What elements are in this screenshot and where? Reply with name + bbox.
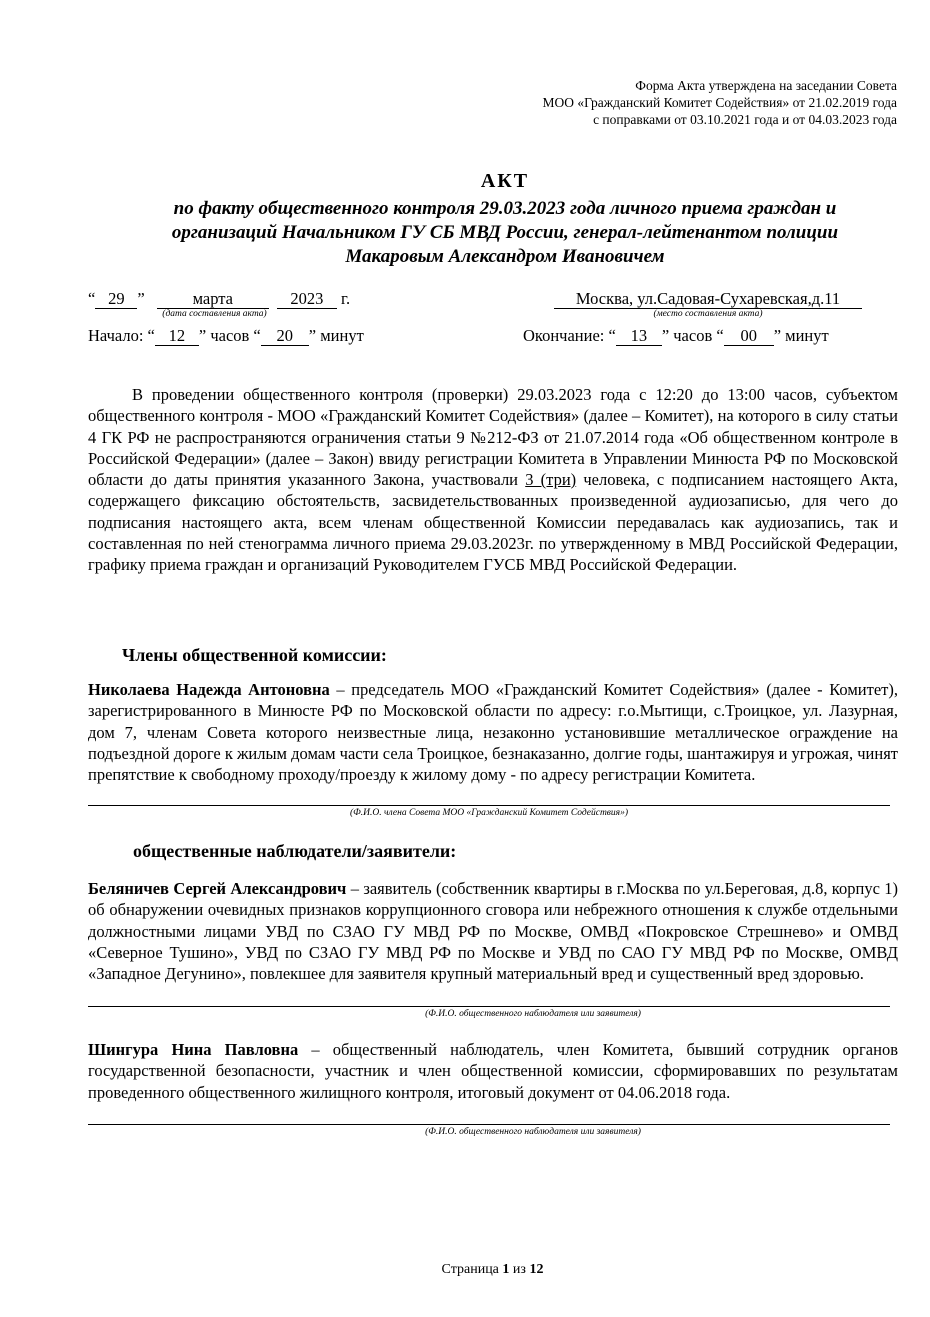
- act-place-caption: (место составления акта): [653, 309, 763, 319]
- member-1-name: Николаева Надежда Антоновна: [88, 680, 330, 699]
- observer-1: [88, 878, 898, 984]
- end-time-minutes: 00: [724, 327, 774, 346]
- start-time-minutes-label: ” минут: [308, 326, 364, 345]
- start-time-row: [88, 326, 364, 346]
- commission-member-1: [88, 679, 898, 785]
- participant-count: 3 (три): [525, 470, 577, 490]
- act-date-year: 2023: [277, 290, 337, 309]
- observer-1-signature-line: [88, 1006, 890, 1007]
- intro-text-part1: В проведении общественного контроля (проверки) 29.03.2023 года с 12:20 до 13:00 часов, субъектом общественного контроля - МОО «Гражданский Комитет Содействия» (далее – Комитет), на которого в силу статьи 4 ГК РФ не распространяются ограничения статьи 9 №212-ФЗ от 21.07.2014 года «Об общественном контроле в Российской Федерации» (далее – Закон) ввиду регистрации Комитета в Управлении Минюста РФ по Московской области до даты принятия указанного Закона, участвовали: [88, 385, 898, 490]
- observers-heading: общественные наблюдатели/заявители:: [133, 841, 457, 861]
- page-number: [0, 1262, 930, 1278]
- observer-2-signature-line: [88, 1124, 890, 1125]
- observer-2: [88, 1039, 898, 1103]
- commission-heading: Члены общественной комиссии:: [122, 645, 387, 665]
- total-pages: 12: [529, 1262, 544, 1277]
- act-date-row: [88, 289, 350, 309]
- end-time-minutes-label: ” минут: [773, 326, 829, 345]
- act-place-value: Москва, ул.Садовая-Сухаревская,д.11: [554, 290, 862, 309]
- subtitle-line-1: по факту общественного контроля 29.03.2023 года личного приема граждан и: [173, 198, 837, 219]
- approval-line-1: Форма Акта утверждена на заседании Совета: [635, 78, 897, 93]
- act-date-day: 29: [95, 290, 137, 309]
- start-time-label: Начало: “: [88, 326, 155, 345]
- observer-1-caption: (Ф.И.О. общественного наблюдателя или заявителя): [425, 1009, 641, 1019]
- act-date-year-suffix: г.: [341, 289, 351, 308]
- subtitle-line-2: организаций Начальником ГУ СБ МВД России, генерал-лейтенантом полиции: [171, 222, 839, 243]
- subtitle-line-3: Макаровым Александром Ивановичем: [345, 246, 665, 267]
- observer-2-caption: (Ф.И.О. общественного наблюдателя или заявителя): [425, 1127, 641, 1137]
- start-time-minutes: 20: [261, 327, 309, 346]
- end-time-hours: 13: [616, 327, 662, 346]
- intro-text-part2: человека, с подписанием настоящего Акта, содержащего фиксацию обстоятельств, засвидетельствованных произведенной аудиозаписью, для чего до подписания настоящего акта, всем членам общественной Комиссии передавалась как аудиозапись, так и составленная по ней стенограмма личного приема 29.03.2023г. по утвержденному в МВД Российской Федерации, графику приема граждан и организаций Руководителем ГУСБ МВД Российской Федерации.: [88, 470, 898, 575]
- current-page: 1: [502, 1262, 510, 1277]
- observer-2-description: – общественный наблюдатель, член Комитета, бывший сотрудник органов государственной безопасности, участник и член общественной комиссии, сформировавших по результатам проведенного общественного жилищного контроля, итоговый документ от 04.06.2018 года.: [88, 1040, 898, 1102]
- date-open-quote: “: [88, 289, 96, 308]
- form-approval-note: [377, 77, 897, 128]
- observer-2-name: Шингура Нина Павловна: [88, 1040, 299, 1059]
- approval-line-3: с поправками от 03.10.2021 года и от 04.03.2023 года: [593, 112, 897, 127]
- act-place-row: [554, 289, 862, 309]
- member-1-signature-line: [88, 805, 890, 806]
- member-1-description: – председатель МОО «Гражданский Комитет Содействия» (далее - Комитет), зарегистрированного в Минюсте РФ по Московской области по адресу: г.о.Мытищи, с.Троицкое, ул. Лазурная, дом 7, членам Совета которого неизвестные лица, незаконно установившие металлическое ограждение на подъездной дороге к жилым домам части села Троицкое, безнаказанно, долгие годы, шантажируя и угрожая, чинят препятствие к свободному проходу/проезду к жилому дому - по адресу регистрации Комитета.: [88, 680, 898, 785]
- end-time-label: Окончание: “: [523, 326, 616, 345]
- start-time-hours-label: ” часов “: [198, 326, 261, 345]
- act-date-month: марта: [157, 290, 269, 309]
- of-label: из: [512, 1262, 526, 1277]
- observer-1-description: – заявитель (собственник квартиры в г.Москва по ул.Береговая, д.8, корпус 1) об обнаружении очевидных признаков коррупционного сговора или небрежного отношения к службе отдельными должностными лицами УВД по СЗАО ГУ МВД РФ по Москве, ОМВД «Покровское Стрешнево» и ОМВД «Северное Тушино», УВД по СЗАО ГУ МВД РФ по Москве и УВД по САО ГУ МВД РФ по Москве, ОМВД «Западное Дегунино», повлекшее для заявителя крупный материальный вред и существенный вред здоровью.: [88, 879, 898, 984]
- start-time-hours: 12: [155, 327, 199, 346]
- act-date-caption: (дата составления акта): [162, 309, 267, 319]
- approval-line-2: МОО «Гражданский Комитет Содействия» от 21.02.2019 года: [542, 95, 897, 110]
- end-time-hours-label: ” часов “: [661, 326, 724, 345]
- observer-1-name: Беляничев Сергей Александрович: [88, 879, 347, 898]
- intro-paragraph: [88, 384, 898, 576]
- end-time-row: [523, 326, 829, 346]
- page-label: Страница: [441, 1262, 499, 1277]
- date-close-quote: ”: [137, 289, 145, 308]
- document-subtitle: [95, 197, 915, 269]
- member-1-caption: (Ф.И.О. члена Совета МОО «Гражданский Комитет Содействия»): [349, 808, 629, 818]
- document-title: АКТ: [480, 170, 530, 192]
